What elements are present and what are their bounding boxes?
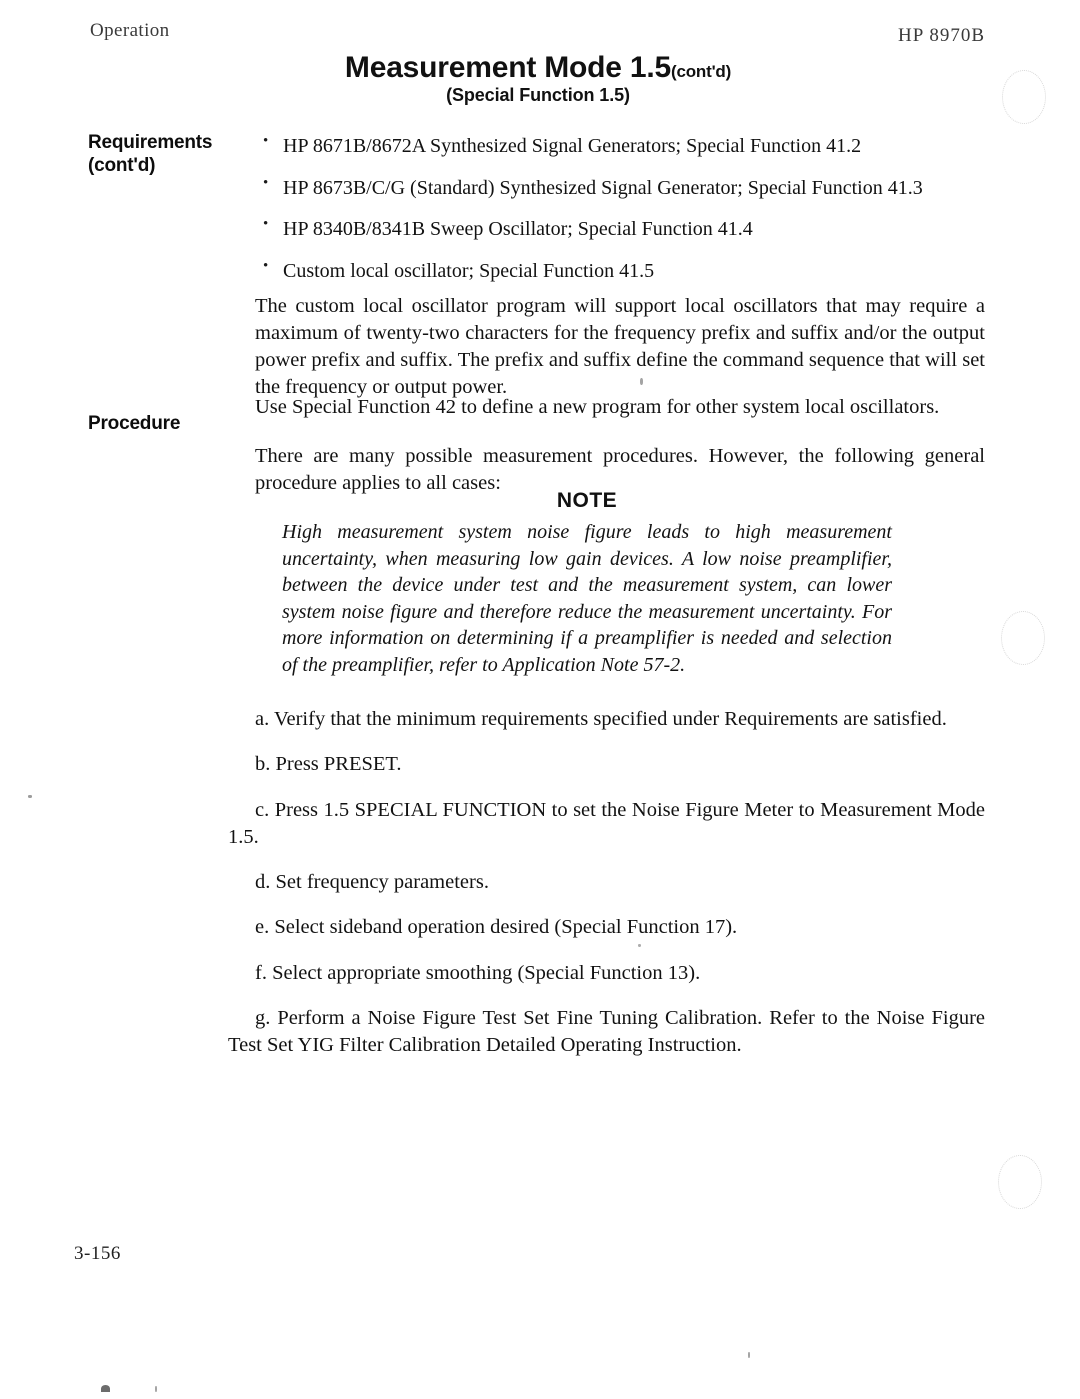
scan-speck — [638, 944, 641, 947]
procedure-step: d. Set frequency parameters. — [255, 871, 489, 893]
procedure-step: a. Verify that the minimum requirements specified under Requirements are satisfied. — [255, 708, 947, 730]
procedure-step: e. Select sideband operation desired (Special Function 17). — [255, 916, 738, 939]
section-heading-procedure: Procedure — [88, 413, 181, 434]
scan-speck — [28, 795, 32, 798]
procedure-step: c. Press 1.5 SPECIAL FUNCTION to set the Noise Figure Meter to Measurement Mode 1.5. — [228, 798, 985, 848]
scan-speck — [640, 378, 643, 385]
page-title-block — [180, 52, 896, 106]
note-body: High measurement system noise figure leads to high measurement uncertainty, when measuring low gain devices. A low noise preamplifier, between the device under test and the measurement system, can lower system noise figure and therefore reduce the measurement uncertainty. For more information on determining if a preamplifier is needed and selection of the preamplifier, refer to Application Note 57-2. — [282, 521, 892, 676]
hole-punch-mark — [998, 1155, 1042, 1209]
section-heading-requirements-line1: Requirements — [88, 132, 213, 153]
note-block — [282, 489, 892, 679]
page-title — [180, 52, 896, 84]
list-item: • Custom local oscillator; Special Function 41.5 — [255, 258, 985, 285]
paragraph-custom-local-oscillator: The custom local oscillator program will support local oscillators that may require a maximum of twenty-two characters for the frequency prefix and suffix and/or the output power prefix and suffix. The prefix and suffix define the command sequence that will set the frequency or output power. — [255, 294, 985, 399]
note-title: NOTE — [556, 489, 618, 512]
procedure-step-list — [228, 706, 985, 1059]
hole-punch-mark — [1001, 611, 1045, 665]
section-heading-requirements — [88, 131, 253, 177]
scan-speck — [101, 1385, 110, 1392]
paragraph-procedure-intro: There are many possible measurement procedures. However, the following general procedure applies to all cases: — [255, 444, 985, 494]
scan-speck — [155, 1386, 157, 1392]
page-subtitle: (Special Function 1.5) — [446, 85, 630, 106]
section-heading-requirements-line2: (cont'd) — [88, 155, 156, 177]
running-head-left: Operation — [90, 20, 170, 41]
paragraph-special-function-42: Use Special Function 42 to define a new program for other system local oscillators. — [255, 395, 940, 418]
requirements-bullet-list — [255, 133, 985, 299]
list-item: • HP 8671B/8672A Synthesized Signal Generators; Special Function 41.2 — [255, 133, 985, 160]
running-head-right: HP 8970B — [898, 25, 986, 46]
list-item: • HP 8340B/8341B Sweep Oscillator; Special Function 41.4 — [255, 216, 985, 243]
procedure-step: g. Perform a Noise Figure Test Set Fine Tuning Calibration. Refer to the Noise Figure Test Set YIG Filter Calibration Detailed Operating Instruction. — [228, 1006, 985, 1056]
procedure-step: f. Select appropriate smoothing (Special Function 13). — [255, 961, 701, 984]
page-title-contd: (cont'd) — [671, 62, 732, 81]
scan-speck — [748, 1352, 750, 1358]
hole-punch-mark — [1002, 70, 1046, 124]
list-item: • HP 8673B/C/G (Standard) Synthesized Signal Generator; Special Function 41.3 — [255, 175, 985, 202]
page-number: 3-156 — [74, 1243, 121, 1264]
page-title-text: Measurement Mode 1.5 — [344, 51, 672, 84]
procedure-step: b. Press PRESET. — [255, 753, 402, 776]
